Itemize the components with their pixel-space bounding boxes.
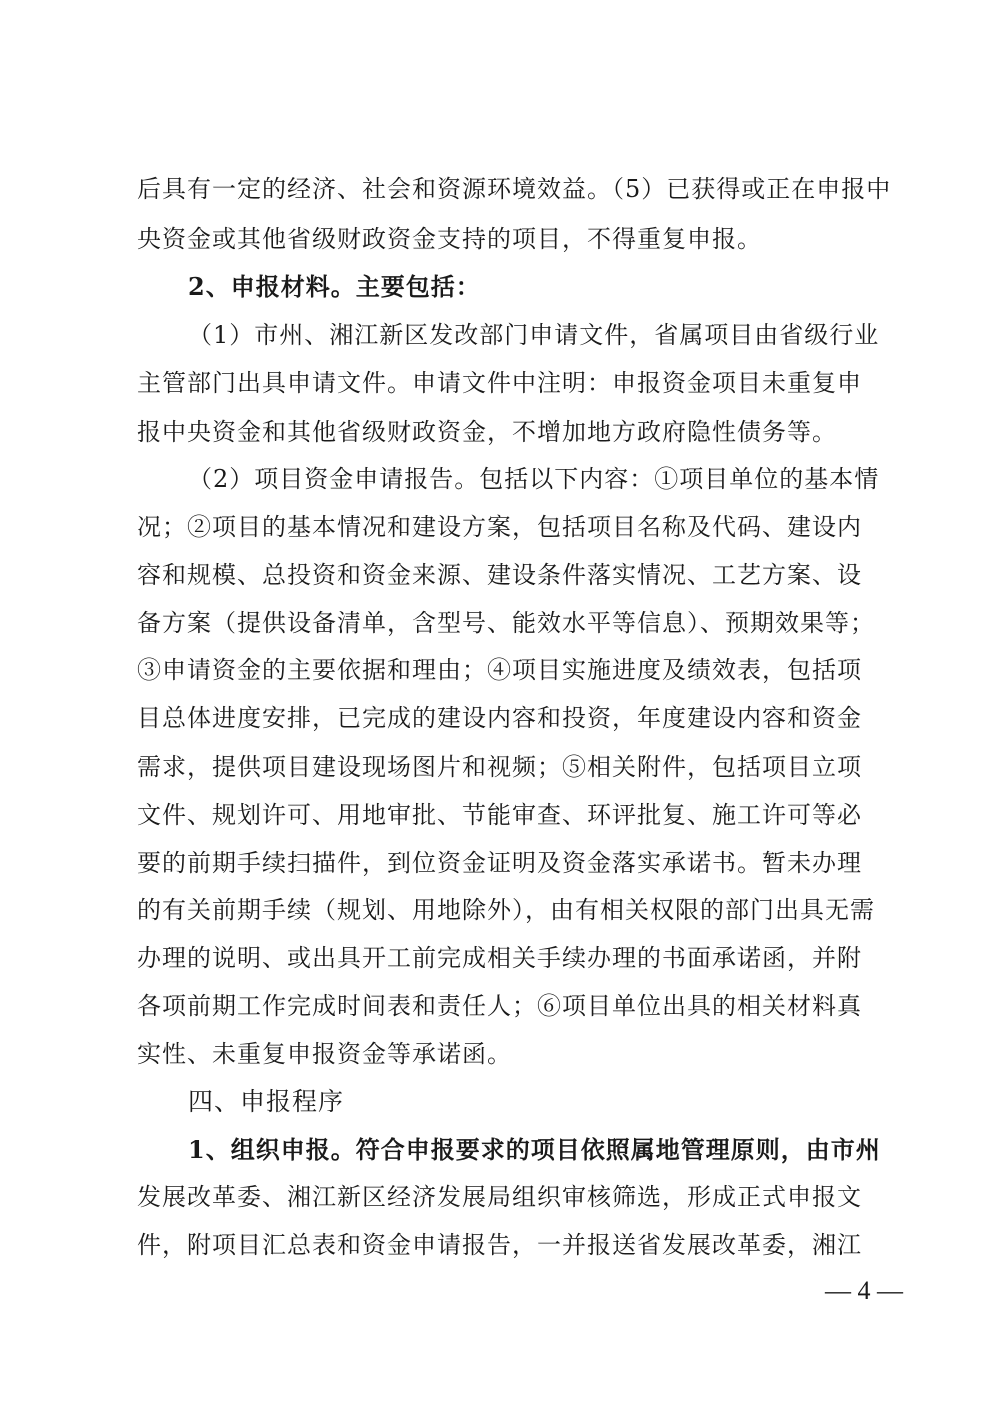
page-number: — 4 — [825,1276,903,1305]
text-line: 主管部门出具申请文件。申请文件中注明：申报资金项目未重复申 [137,369,862,397]
text-line: （1）市州、湘江新区发改部门申请文件，省属项目由省级行业 [188,321,880,349]
text-line: 报中央资金和其他省级财政资金，不增加地方政府隐性债务等。 [137,418,837,446]
text-line: 需求，提供项目建设现场图片和视频；⑤相关附件，包括项目立项 [137,753,862,781]
text-line: 办理的说明、或出具开工前完成相关手续办理的书面承诺函，并附 [137,944,862,972]
text-line: 要的前期手续扫描件，到位资金证明及资金落实承诺书。暂未办理 [137,849,862,877]
text-line: ③申请资金的主要依据和理由；④项目实施进度及绩效表，包括项 [137,656,862,684]
text-line: 件，附项目汇总表和资金申请报告，一并报送省发展改革委，湘江 [137,1231,862,1259]
text-line: 目总体进度安排，已完成的建设内容和投资，年度建设内容和资金 [137,704,862,732]
text-line: 发展改革委、湘江新区经济发展局组织审核筛选，形成正式申报文 [137,1183,862,1211]
chapter-heading: 四、申报程序 [188,1087,345,1116]
text-line: 后具有一定的经济、社会和资源环境效益。（5）已获得或正在申报中 [137,175,892,203]
text-line: 况；②项目的基本情况和建设方案，包括项目名称及代码、建设内 [137,513,862,541]
section-heading: 2、申报材料。主要包括： [188,272,481,301]
text-line: 实性、未重复申报资金等承诺函。 [137,1040,512,1068]
text-line: （2）项目资金申请报告。包括以下内容：①项目单位的基本情 [188,465,880,493]
section-heading: 1、组织申报。符合申报要求的项目依照属地管理原则，由市州 [188,1135,881,1164]
text-line: 容和规模、总投资和资金来源、建设条件落实情况、工艺方案、设 [137,561,862,589]
text-line: 央资金或其他省级财政资金支持的项目，不得重复申报。 [137,225,762,253]
text-line: 备方案（提供设备清单，含型号、能效水平等信息）、预期效果等； [137,609,875,637]
text-line: 各项前期工作完成时间表和责任人；⑥项目单位出具的相关材料真 [137,992,862,1020]
text-line: 的有关前期手续（规划、用地除外），由有相关权限的部门出具无需 [137,896,875,924]
text-line: 文件、规划许可、用地审批、节能审查、环评批复、施工许可等必 [137,801,862,829]
